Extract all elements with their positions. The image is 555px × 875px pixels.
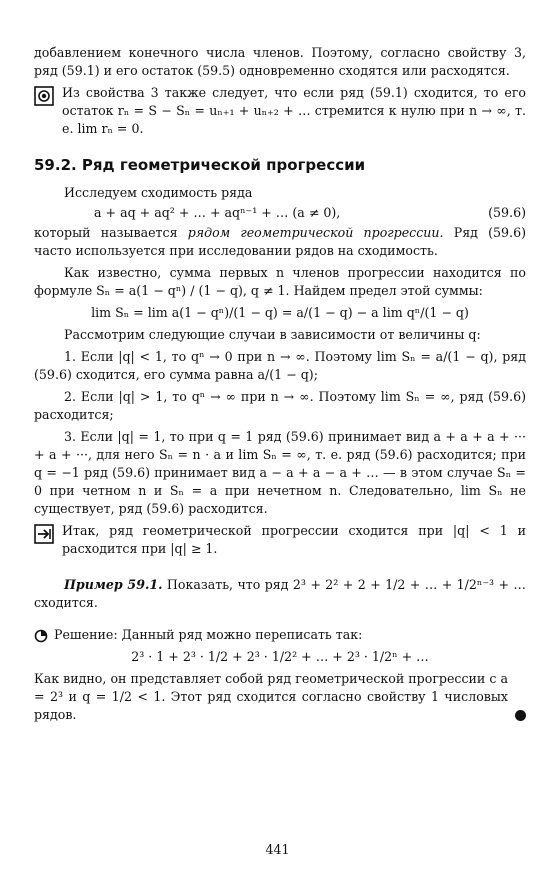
solution-conclusion: Как видно, он представляет собой ряд геометрической прогрессии с a = 2³ и q = 1/2 < 1. Этот ряд сходится согласно свойству 1 числовых рядов. — [34, 671, 508, 722]
example-59-1 — [34, 576, 526, 612]
solution-label: Решение: — [54, 627, 118, 642]
page-content — [34, 44, 526, 724]
section-title: 59.2. Ряд геометрической прогрессии — [34, 156, 366, 174]
case-1: 1. Если |q| < 1, то qⁿ → 0 при n → ∞. Поэтому lim Sₙ = a/(1 − q), ряд (59.6) сходится, его сумма равна a/(1 − q); — [34, 349, 526, 382]
paragraph-2-start: который называется — [34, 225, 188, 240]
note-block — [34, 84, 526, 138]
paragraph-1: Исследуем сходимость ряда — [64, 185, 253, 200]
summary-block — [34, 522, 526, 558]
paragraph-3: Как известно, сумма первых n членов прогрессии находится по формуле Sₙ = a(1 − qⁿ) / (1 − q), q ≠ 1. Найдем предел этой суммы: — [34, 265, 526, 298]
intro-paragraph: добавлением конечного числа членов. Поэтому, согласно свойству 3, ряд (59.1) и его остаток (59.5) одновременно сходятся или расходятся. — [34, 45, 526, 78]
example-text: Показать, что ряд 2³ + 2² + 2 + 1/2 + … + 1/2ⁿ⁻³ + … сходится. — [34, 577, 527, 610]
solution-marker-icon — [34, 629, 48, 643]
solution-intro — [54, 626, 362, 644]
solution-text: Данный ряд можно переписать так: — [117, 627, 363, 642]
term-emphasis: рядом геометрической прогрессии. — [187, 225, 444, 240]
paragraph-4: Рассмотрим следующие случаи в зависимости от величины q: — [64, 327, 481, 342]
end-of-proof-icon — [515, 710, 526, 721]
limit-formula: lim Sₙ = lim a(1 − qⁿ)/(1 − q) = a/(1 − q) − a lim qⁿ/(1 − q) — [91, 305, 469, 320]
page-number: 441 — [265, 842, 290, 857]
solution-block — [34, 626, 526, 644]
equation-number: (59.6) — [488, 205, 526, 220]
equation-main: a + aq + aq² + … + aqⁿ⁻¹ + … (a ≠ 0), — [94, 205, 341, 220]
paragraph-2-end: Ряд (59.6) часто используется при исследовании рядов на сходимость. — [34, 225, 526, 258]
note-eye-icon — [34, 86, 54, 106]
equation-59-6 — [94, 204, 526, 222]
conclusion-block — [34, 670, 526, 724]
case-2: 2. Если |q| > 1, то qⁿ → ∞ при n → ∞. Поэтому lim Sₙ = ∞, ряд (59.6) расходится; — [34, 389, 526, 422]
example-title: Пример 59.1. — [64, 577, 163, 592]
note-text: Из свойства 3 также следует, что если ряд (59.1) сходится, то его остаток rₙ = S − Sₙ = uₙ₊₁ + uₙ₊₂ + … стремится к нулю при n → ∞, т. е. lim rₙ = 0. — [62, 85, 526, 136]
paragraph-2 — [34, 224, 526, 260]
summary-text: Итак, ряд геометрической прогрессии сходится при |q| < 1 и расходится при |q| ≥ 1. — [62, 523, 526, 556]
solution-formula: 2³ · 1 + 2³ · 1/2 + 2³ · 1/2² + … + 2³ · 1/2ⁿ + … — [131, 649, 429, 664]
case-3: 3. Если |q| = 1, то при q = 1 ряд (59.6) принимает вид a + a + a + ··· + a + ···, для него Sₙ = n · a и lim Sₙ = ∞, т. е. ряд (59.6) расходится; при q = −1 ряд (59.6) принимает вид a − a + a − a + … — в этом случае Sₙ = 0 при четном n и Sₙ = a при нечетном n. Следовательно, lim Sₙ не существует, ряд (59.6) расходится. — [34, 429, 526, 516]
summary-arrow-icon — [34, 524, 54, 544]
